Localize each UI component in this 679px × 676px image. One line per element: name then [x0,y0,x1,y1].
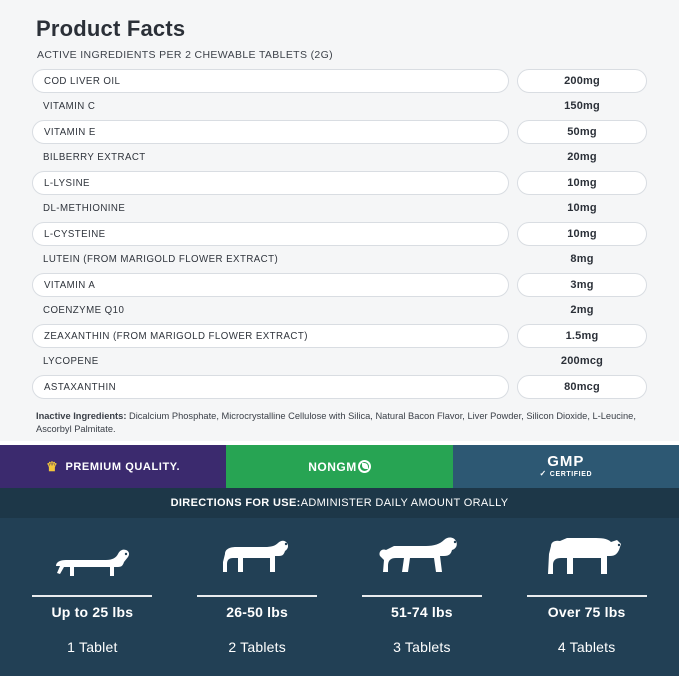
ingredient-amount: 80mcg [517,375,647,399]
dosage-column-3 [340,524,505,676]
dosage-weight: 26-50 lbs [226,604,288,620]
directions-header [0,488,679,518]
facts-subtitle: ACTIVE INGREDIENTS PER 2 CHEWABLE TABLETS (2G) [37,49,333,61]
divider [197,595,317,597]
table-row [32,69,647,93]
table-row [32,95,647,119]
inactive-ingredients-label: Inactive Ingredients: [36,410,127,421]
ingredient-amount: 10mg [517,222,647,246]
ingredient-amount: 20mg [567,150,597,163]
ingredient-name: COENZYME Q10 [43,304,125,316]
badge-gmp-certified [453,445,679,488]
dosage-column-2 [175,524,340,676]
dosage-tablets: 1 Tablet [67,639,118,655]
dosage-tablets: 4 Tablets [557,639,616,655]
ingredient-name: COD LIVER OIL [32,69,509,93]
ingredient-rows [32,69,647,399]
ingredient-amount: 10mg [517,171,647,195]
table-row [32,248,647,272]
divider [527,595,647,597]
ingredient-amount: 10mg [567,201,597,214]
beagle-icon [209,532,305,586]
divider [32,595,152,597]
table-row [32,375,647,399]
table-row [32,197,647,221]
ingredient-amount: 200mcg [560,354,604,367]
ingredient-amount: 200mg [517,69,647,93]
ingredient-amount: 150mg [564,99,600,112]
table-row [32,350,647,374]
ingredient-name: VITAMIN E [32,120,509,144]
non-gmo-lockup [308,460,371,474]
dosage-grid [0,518,679,676]
ingredient-amount: 1.5mg [517,324,647,348]
badge-nongmo-label2: GM [336,459,357,474]
boxer-icon [537,532,637,586]
ingredient-amount: 2mg [570,303,594,316]
table-row [32,299,647,323]
ingredient-name: LUTEIN (FROM MARIGOLD FLOWER EXTRACT) [43,253,279,265]
ingredient-amount: 8mg [570,252,594,265]
ingredient-name: DL-METHIONINE [43,202,126,214]
ingredient-amount: 50mg [517,120,647,144]
directions-panel [0,488,679,676]
badge-premium-label: PREMIUM QUALITY. [65,460,181,473]
dosage-weight: Up to 25 lbs [51,604,134,620]
table-row [32,146,647,170]
ingredient-name: ZEAXANTHIN (FROM MARIGOLD FLOWER EXTRACT) [32,324,509,348]
badge-strip [0,445,679,488]
inactive-ingredients [32,410,647,436]
retriever-icon [370,532,474,586]
leaf-icon [358,460,371,473]
ingredient-name: LYCOPENE [43,355,99,367]
ingredient-name: VITAMIN A [32,273,509,297]
inactive-ingredients-text: Dicalcium Phosphate, Microcrystalline Cellulose with Silica, Natural Bacon Flavor, Liver Powder, Silicon Dioxide, L-Leucine, Ascorbyl Palmitate. [36,410,636,434]
ingredient-name: L-CYSTEINE [32,222,509,246]
ingredient-amount: 3mg [517,273,647,297]
dosage-column-1 [10,524,175,676]
table-row [32,273,647,297]
badge-non-gmo [226,445,452,488]
table-row [32,222,647,246]
ingredient-name: L-LYSINE [32,171,509,195]
ingredient-name: VITAMIN C [43,100,96,112]
dosage-weight: Over 75 lbs [547,604,626,620]
dosage-weight: 51-74 lbs [391,604,453,620]
page-title: Product Facts [36,16,186,41]
badge-gmp-sub-label: CERTIFIED [549,470,593,478]
badge-premium-quality [0,445,226,488]
dosage-column-4 [504,524,669,676]
dosage-tablets: 3 Tablets [393,639,451,655]
table-row [32,324,647,348]
divider [362,595,482,597]
table-row [32,120,647,144]
table-row [32,171,647,195]
ingredient-name: BILBERRY EXTRACT [43,151,146,163]
badge-gmp-sub [539,470,592,478]
gmp-lockup [539,454,592,478]
directions-header-bold: DIRECTIONS FOR USE: [170,497,301,509]
crown-icon: ♛ [46,459,59,474]
ingredient-name: ASTAXANTHIN [32,375,509,399]
badge-nongmo-label: NON [308,459,337,474]
directions-header-rest: ADMINISTER DAILY AMOUNT ORALLY [300,497,509,509]
check-icon: ✓ [539,469,547,479]
dosage-tablets: 2 Tablets [228,639,286,655]
badge-gmp-label: GMP [547,453,585,471]
dachshund-icon [44,532,140,586]
